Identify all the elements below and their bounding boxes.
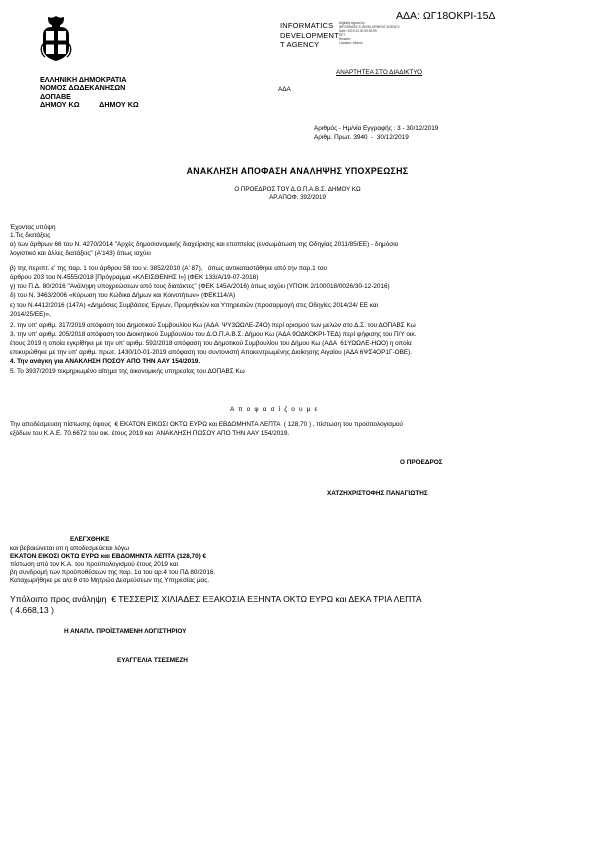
consideration-line: δ) του Ν. 3463/2006 «Κύρωση του Κώδικα Δήμων και Κοινοτήτων» (ΦΕΚ114/Α) [10, 292, 236, 299]
consideration-line: Έχοντας υπόψη [10, 224, 56, 231]
registration-info [314, 125, 438, 142]
consideration-line: ε) του Ν.4412/2016 (147Α) «Δημόσιες Συμβάσεις Έργων, Προμηθειών και Υπηρεσιών (προσαρμογή στις Οδηγίες 2014/24/ ΕΕ και [10, 302, 379, 309]
stamp-line: DEVELOPMENT [280, 30, 339, 40]
stamp-line: T AGENCY [280, 40, 320, 49]
consideration-line: β) της περιπτ. ε' της παρ. 1 του άρθρου 58 του ν. 3852/2010 (Α' 87), όπως αντικαταστάθηκε από την παρ.1 του [10, 265, 327, 272]
stamp-detail: Date: 2019.12.30 09:09:59 [339, 29, 377, 33]
consideration-line: 2. την υπ' αριθμ. 317/2019 απόφαση του Δημοτικού Συμβουλίου Κω (ΑΔΑ ΨΥ3ΩΩΛΕ-Ζ4Ο) περί ορισμού των μελών στο Δ.Σ. του ΔΟΠΑΒΣ Κω [10, 322, 416, 329]
document-title: ΑΝΑΚΛΗΣΗ ΑΠΟΦΑΣΗ ΑΝΑΛΗΨΗΣ ΥΠΟΧΡΕΩΣΗΣ [186, 166, 409, 176]
consideration-line: 4. Την ανάγκη για ΑΝΑΚΛΗΣΗ ΠΟΣΟΥ ΑΠΟ ΤΗΝ ΑΑΥ 154/2019. [10, 358, 201, 365]
stamp-detail: INFORMATICS DEVELOPMENT AGENCY [339, 25, 400, 29]
org-line: ΕΛΛΗΝΙΚΗ ΔΗΜΟΚΡΑΤΙΑ [40, 75, 127, 84]
stamp-detail: Location: Athens [339, 41, 363, 45]
registration-line: Αριθμός - Ημ/νία Εγγραφής : 3 - 30/12/2019 [314, 125, 439, 132]
stamp-detail: Digitally signed by [339, 21, 365, 25]
ada-label: ΑΔΑ [278, 86, 291, 93]
remaining-line: ( 4.668,13 ) [10, 605, 54, 615]
stamp-detail: Reason: [339, 37, 351, 41]
remaining-line: Υπόλοιπο προς ανάληψη € ΤΕΣΣΕΡΙΣ ΧΙΛΙΑΔΕΣ ΕΞΑΚΟΣΙΑ ΕΞΗΝΤΑ ΟΚΤΩ ΕΥΡΩ και ΔΕΚΑ ΤΡΙΑ ΛΕΠΤΑ [10, 594, 422, 604]
accounting-head-title: Η ΑΝΑΠΛ. ΠΡΟΪΣΤΑΜΕΝΗ ΛΟΓΙΣΤΗΡΙΟΥ [64, 628, 187, 635]
org-line: ΔΗΜΟΥ ΚΩ ΔΗΜΟΥ ΚΩ [40, 99, 139, 109]
accountant-name: ΕΥΑΓΓΕΛΙΑ ΤΣΕΣΜΕΖΗ [117, 657, 188, 664]
registration-line: Αριθμ. Πρωτ. 3940 - 30/12/2019 [314, 133, 409, 141]
consideration-line: επικυρώθηκε με την υπ' αριθμ. πρωτ. 1430/10-01-2019 απόφαση του συντονιστή Αποκεντρωμένης Διοίκησης Αιγαίου (ΑΔΑ 6ΨΣ4ΟΡ1Γ-ΟΒΕ). [10, 349, 413, 356]
consideration-line: λογιστικό και άλλες διατάξεις" (Α'143) όπως ισχύει [10, 250, 151, 257]
consideration-line: άρθρου 203 του Ν.4555/2018 [Πρόγραμμα «ΚΛΕΙΣΘΕΝΗΣ Ι»] (ΦΕΚ 133/Α/19-07-2018) [10, 274, 259, 281]
apofasizoume-heading: Α π ο φ α σ ί ζ ο υ μ ε [230, 406, 319, 413]
stamp-line: INFORMATICS [280, 21, 334, 30]
issuer-line: ΑΡ.ΑΠΟΦ. 392/2019 [269, 194, 326, 202]
consideration-line: γ) του Π.Δ. 80/2016 "Ανάληψη υποχρεώσεων από τους διατάκτες" (ΦΕΚ 145Α/2016) όπως ισχύει (ΥΠΟΙΚ 2/100018/0026/30-12-2016) [10, 283, 390, 290]
digital-signature-stamp [280, 21, 339, 50]
issuer-line: Ο ΠΡΟΕΔΡΟΣ ΤΟΥ Δ.Ο.Π.Α.Β.Σ. ΔΗΜΟΥ ΚΩ [234, 186, 361, 193]
verification-block [10, 545, 215, 585]
verification-line: και βεβαιώνεται οτι η αποδεσμεύεται λόγω [10, 545, 130, 552]
consideration-line: 3. την υπ' αριθμ. 205/2018 απόφαση του Διοικητικού Συμβουλίου του Δ.Ο.Π.Α.Β.Σ. Δήμου Κω (ΑΔΑ 9ΟΔΚΟΚΡΙ-ΤΕΔ) περί ψήφισης του Π/Υ οικ. [10, 331, 417, 338]
decision-line: εξόδων του Κ.Α.Ε. 70.6672 του οικ. έτους 2019 και ΑΝΑΚΛΗΣΗ ΠΟΣΟΥ ΑΠΟ ΤΗΝ ΑΑΥ 154/2019. [10, 429, 290, 437]
consideration-line: έτους 2019 η οποία εγκρίθηκε με την υπ' αριθμ. 592/2018 απόφαση του Δημοτικού Συμβουλίου του Δήμου Κω (ΑΔΑ 61ΥΩΩΛΕ-ΗΩΟ) η οποία [10, 340, 412, 347]
verification-line: βη συνδρομή των προϋποθέσεων της παρ. 1α του αρ.4 του ΠΔ 80/2016. [10, 569, 216, 576]
verification-line: ΕΚΑΤΟΝ ΕΙΚΟΣΙ ΟΚΤΩ ΕΥΡΩ και ΕΒΔΟΜΗΝΤΑ ΛΕΠΤΑ (128,70) € [10, 553, 207, 560]
signature-role: Ο ΠΡΟΕΔΡΟΣ [400, 459, 443, 466]
signature-name: ΧΑΤΖΗΧΡΙΣΤΟΦΗΣ ΠΑΝΑΓΙΩΤΗΣ [327, 490, 428, 497]
decision-line: Την αποδέσμευση πίστωσης ύψους € ΕΚΑΤΟΝ ΕΙΚΟΣΙ ΟΚΤΩ ΕΥΡΩ και ΕΒΔΟΜΗΝΤΑ ΛΕΠΤΑ ( 128,70 ) , πίστωση του προϋπολογισμού [10, 421, 403, 428]
stamp-detail: EET [339, 33, 346, 37]
consideration-line: α) των άρθρων 66 του Ν. 4270/2014 "Αρχές δημοσιονομικής διαχείρισης και εποπτείας (ενσωμάτωση της Οδηγίας 2011/85/ΕΕ) - δημόσιο [10, 241, 399, 248]
consideration-line: 5. Το 3937/2019 τεκμηριωμένο αίτημα της οικονομικής υπηρεσίας του ΔΟΠΑΒΣ Κω [10, 368, 245, 375]
remaining-balance [10, 594, 422, 616]
org-line: ΔΟΠΑΒΕ [40, 91, 71, 101]
ada-top-code: ΑΔΑ: ΩΓ18ΟΚΡΙ-15Δ [396, 10, 496, 22]
decision-paragraph [10, 421, 403, 438]
org-line: ΝΟΜΟΣ ΔΩΔΕΚΑΝΗΣΩΝ [40, 83, 126, 93]
issuer-block [0, 186, 595, 202]
consideration-line: 1.Τις διατάξεις [10, 232, 51, 239]
digital-signature-details [339, 21, 400, 45]
greek-emblem-icon [39, 14, 73, 62]
verified-label: ΕΛΕΓΧΘΗΚΕ [70, 536, 110, 543]
consideration-line: 2014/25/ΕΕ)», [10, 311, 51, 318]
verification-line: Καταχωρήθηκε με α/α θ στο Μητρώο Δεσμεύσεων της Υπηρεσίας μας. [10, 577, 210, 584]
anartitea-label: ΑΝΑΡΤΗΤΕΑ ΣΤΟ ΔΙΑΔΙΚΤΥΟ [336, 69, 423, 76]
organization-header [40, 76, 139, 109]
verification-line: πίστωση από τον Κ.Α. του προϋπολογισμού έτους 2019 και [10, 561, 178, 568]
